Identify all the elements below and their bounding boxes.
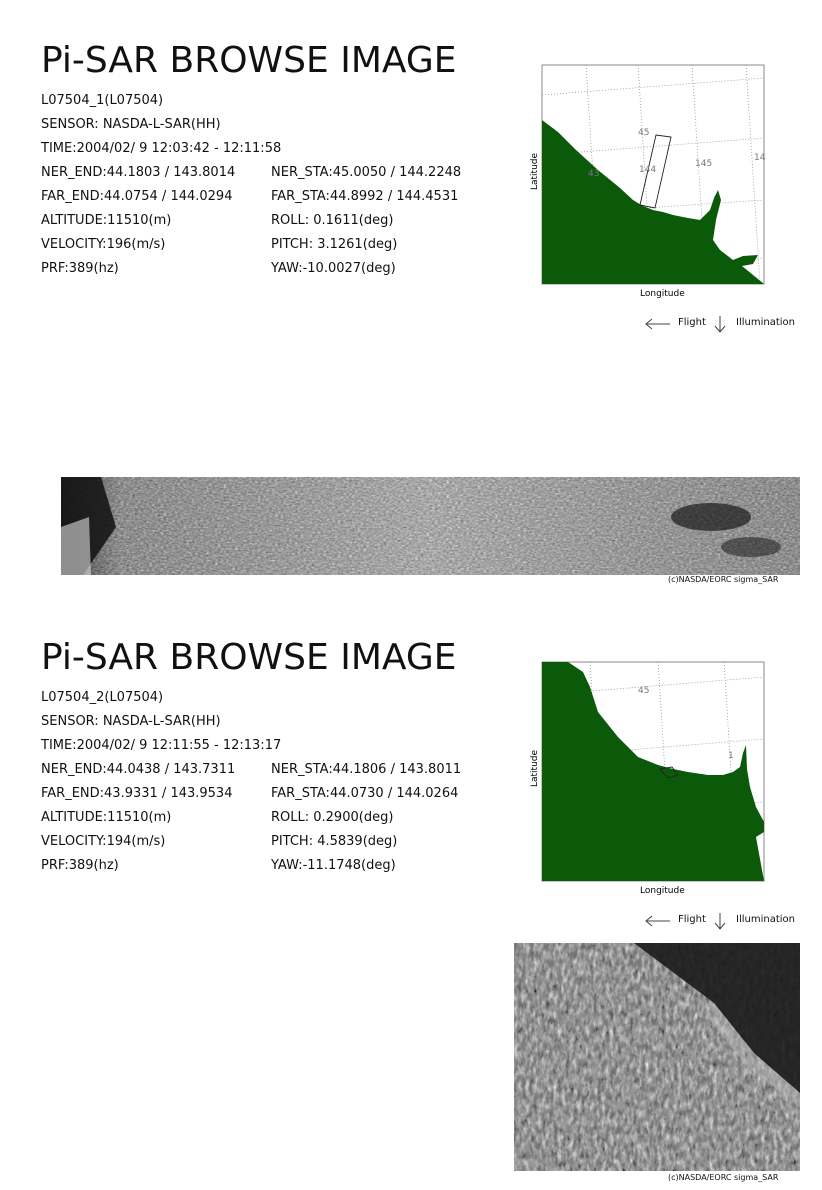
velocity: VELOCITY:194(m/s): [41, 834, 166, 849]
ner-end: NER_END:44.1803 / 143.8014: [41, 165, 236, 180]
far-sta: FAR_STA:44.8992 / 144.4531: [271, 189, 459, 204]
page-title: Pi-SAR BROWSE IMAGE: [41, 40, 457, 81]
location-map: [528, 60, 773, 305]
browse-record-2: [0, 597, 822, 1190]
illumination-label: Illumination: [736, 317, 795, 328]
prf: PRF:389(hz): [41, 858, 119, 873]
far-sta: FAR_STA:44.0730 / 144.0264: [271, 786, 459, 801]
grid-label: 45: [638, 686, 650, 696]
y-axis-label: Latitude: [530, 152, 540, 190]
time-range: TIME:2004/02/ 9 12:03:42 - 12:11:58: [41, 141, 282, 156]
sar-browse-image: [514, 943, 800, 1171]
scene-id: L07504_1(L07504): [41, 93, 164, 108]
roll: ROLL: 0.2900(deg): [271, 810, 394, 825]
pitch: PITCH: 3.1261(deg): [271, 237, 398, 252]
grid-label: 14: [754, 153, 766, 163]
ner-end: NER_END:44.0438 / 143.7311: [41, 762, 236, 777]
sensor: SENSOR: NASDA-L-SAR(HH): [41, 117, 221, 132]
yaw: YAW:-11.1748(deg): [271, 858, 396, 873]
grid-label: 1: [728, 751, 734, 761]
orientation-legend: [642, 314, 812, 334]
flight-label: Flight: [678, 914, 706, 925]
sensor: SENSOR: NASDA-L-SAR(HH): [41, 714, 221, 729]
orientation-legend: [642, 911, 812, 931]
ner-sta: NER_STA:44.1806 / 143.8011: [271, 762, 462, 777]
y-axis-label: Latitude: [530, 749, 540, 787]
grid-label: 43: [588, 169, 600, 179]
copyright-credit: (c)NASDA/EORC sigma_SAR: [668, 575, 779, 584]
far-end: FAR_END:43.9331 / 143.9534: [41, 786, 233, 801]
x-axis-label: Longitude: [640, 886, 685, 896]
grid-label: 45: [638, 128, 650, 138]
ner-sta: NER_STA:45.0050 / 144.2248: [271, 165, 462, 180]
prf: PRF:389(hz): [41, 261, 119, 276]
scene-id: L07504_2(L07504): [41, 690, 164, 705]
x-axis-label: Longitude: [640, 289, 685, 299]
sar-browse-strip: [61, 477, 800, 575]
flight-label: Flight: [678, 317, 706, 328]
copyright-credit: (c)NASDA/EORC sigma_SAR: [668, 1173, 779, 1182]
time-range: TIME:2004/02/ 9 12:11:55 - 12:13:17: [41, 738, 282, 753]
page-title: Pi-SAR BROWSE IMAGE: [41, 637, 457, 678]
altitude: ALTITUDE:11510(m): [41, 213, 172, 228]
pitch: PITCH: 4.5839(deg): [271, 834, 398, 849]
far-end: FAR_END:44.0754 / 144.0294: [41, 189, 233, 204]
altitude: ALTITUDE:11510(m): [41, 810, 172, 825]
grid-label: 145: [695, 159, 713, 169]
velocity: VELOCITY:196(m/s): [41, 237, 166, 252]
yaw: YAW:-10.0027(deg): [271, 261, 396, 276]
illumination-label: Illumination: [736, 914, 795, 925]
roll: ROLL: 0.1611(deg): [271, 213, 394, 228]
grid-label: 144: [639, 165, 657, 175]
location-map: [528, 657, 773, 902]
